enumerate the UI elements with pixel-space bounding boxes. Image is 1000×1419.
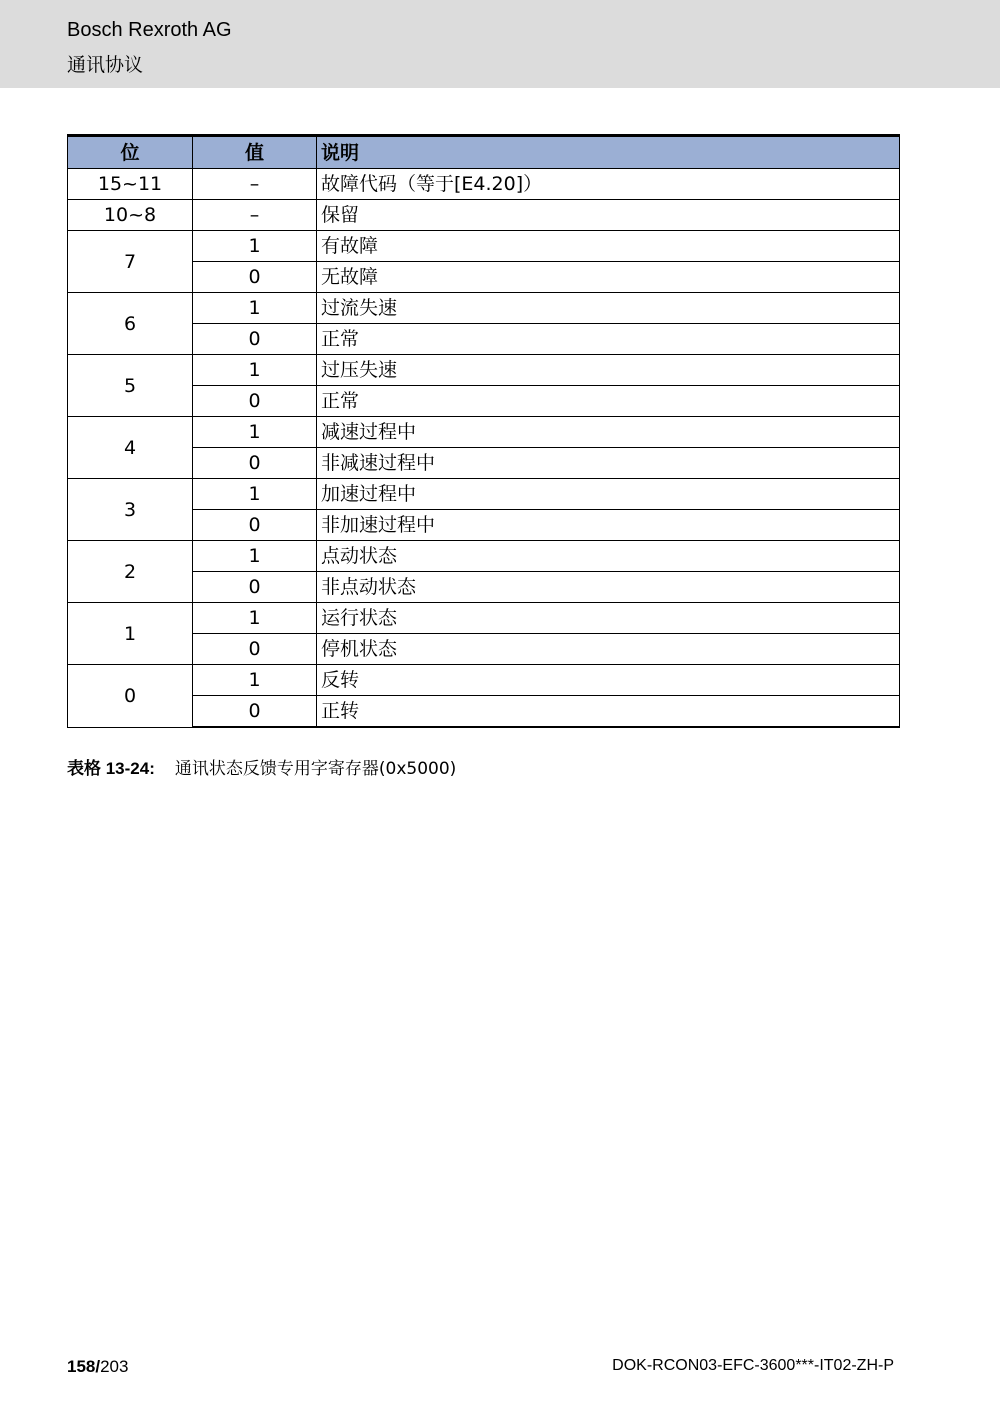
value-cell: – (193, 169, 317, 200)
value-cell: 0 (193, 572, 317, 603)
table-row (68, 293, 900, 324)
table-row (68, 634, 900, 665)
table-row (68, 200, 900, 231)
value-cell: 0 (193, 262, 317, 293)
description-cell: 减速过程中 (317, 417, 900, 448)
bit-cell: 5 (68, 355, 193, 417)
table-row (68, 572, 900, 603)
bit-cell: 4 (68, 417, 193, 479)
table-row (68, 665, 900, 696)
description-cell: 加速过程中 (317, 479, 900, 510)
description-cell: 反转 (317, 665, 900, 696)
table-row (68, 541, 900, 572)
bit-cell: 7 (68, 231, 193, 293)
value-cell: 1 (193, 355, 317, 386)
table-row (68, 448, 900, 479)
description-cell: 停机状态 (317, 634, 900, 665)
table-row (68, 324, 900, 355)
table-row (68, 479, 900, 510)
caption-label: 表格 13-24: (67, 759, 155, 778)
description-cell: 过流失速 (317, 293, 900, 324)
caption-text: 通讯状态反馈专用字寄存器(0x5000) (174, 759, 457, 779)
value-cell: 0 (193, 696, 317, 728)
value-cell: 0 (193, 324, 317, 355)
description-cell: 正常 (317, 324, 900, 355)
value-cell: 1 (193, 541, 317, 572)
value-cell: 0 (193, 448, 317, 479)
description-cell: 点动状态 (317, 541, 900, 572)
bit-cell: 10~8 (68, 200, 193, 231)
table-caption (67, 754, 456, 779)
description-cell: 非加速过程中 (317, 510, 900, 541)
table-row (68, 386, 900, 417)
value-cell: 1 (193, 293, 317, 324)
description-cell: 运行状态 (317, 603, 900, 634)
value-cell: 0 (193, 634, 317, 665)
table-header-row (68, 136, 900, 169)
page-number (67, 1357, 128, 1377)
description-cell: 无故障 (317, 262, 900, 293)
table-row (68, 417, 900, 448)
value-cell: – (193, 200, 317, 231)
bit-cell: 3 (68, 479, 193, 541)
description-cell: 非减速过程中 (317, 448, 900, 479)
company-name: Bosch Rexroth AG (67, 19, 232, 41)
page-total: 203 (100, 1357, 129, 1376)
description-cell: 非点动状态 (317, 572, 900, 603)
bit-cell: 1 (68, 603, 193, 665)
table-row (68, 696, 900, 728)
table-row (68, 262, 900, 293)
page-current: 158/ (67, 1357, 101, 1376)
table-row (68, 231, 900, 262)
table-row (68, 510, 900, 541)
bit-cell: 0 (68, 665, 193, 728)
register-table (67, 134, 900, 728)
value-cell: 0 (193, 510, 317, 541)
column-header-bit: 位 (68, 136, 193, 169)
bit-cell: 2 (68, 541, 193, 603)
value-cell: 1 (193, 417, 317, 448)
section-title: 通讯协议 (67, 54, 144, 76)
bit-cell: 6 (68, 293, 193, 355)
column-header-value: 值 (193, 136, 317, 169)
column-header-description: 说明 (317, 136, 900, 169)
table-row (68, 169, 900, 200)
description-cell: 正常 (317, 386, 900, 417)
value-cell: 1 (193, 603, 317, 634)
description-cell: 过压失速 (317, 355, 900, 386)
description-cell: 有故障 (317, 231, 900, 262)
document-id: DOK-RCON03-EFC-3600***-IT02-ZH-P (612, 1357, 894, 1374)
value-cell: 1 (193, 231, 317, 262)
description-cell: 保留 (317, 200, 900, 231)
bit-cell: 15~11 (68, 169, 193, 200)
description-cell: 故障代码（等于[E4.20]） (317, 169, 900, 200)
value-cell: 1 (193, 479, 317, 510)
table-row (68, 355, 900, 386)
value-cell: 1 (193, 665, 317, 696)
value-cell: 0 (193, 386, 317, 417)
page-header (0, 0, 1000, 88)
table-row (68, 603, 900, 634)
description-cell: 正转 (317, 696, 900, 728)
